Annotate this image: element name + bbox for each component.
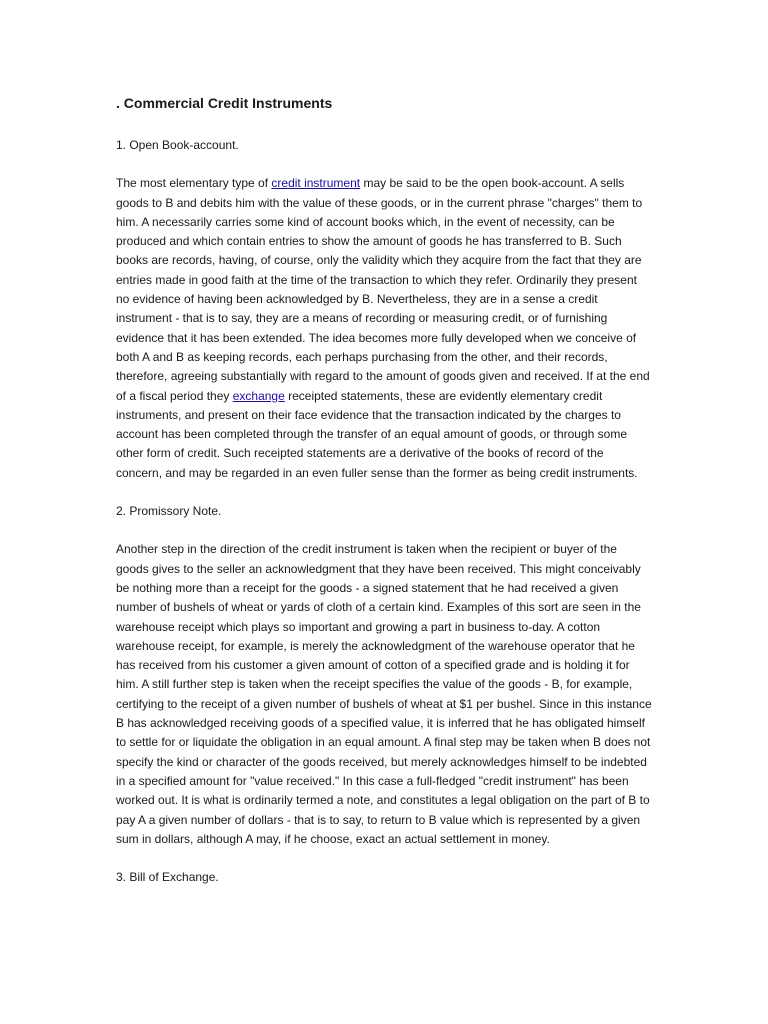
body-text: receipted statements, these are evidently elementary credit instruments, and present on their face evidence that the transaction indicated by the charges to account has been completed through the transfer of an equal amount of goods, or through some other form of credit. Such receipted statements are a derivative of the books of record of the concern, and may be regarded in an even fuller sense than the former as being credit instruments.	[116, 388, 638, 480]
body-text: The most elementary type of	[116, 176, 272, 191]
section-heading-bill-of-exchange: 3. Bill of Exchange.	[116, 870, 219, 885]
credit-instrument-link[interactable]: credit instrument	[271, 176, 361, 191]
body-text: may be said to be the open book-account. A sells goods to B and debits him with the value of these goods, or in the current phrase "charges" them to him. A necessarily carries some kind of account books which, in the event of necessity, can be produced and which contain entries to show the amount of goods he has transferred to B. Such books are records, having, of course, only the validity which they acquire from the fact that they are entries made in good faith at the time of the transaction to which they refer. Ordinarily they present no evidence of having been acknowledged by B. Nevertheless, they are in a sense a credit instrument - that is to say, they are a means of recording or measuring credit, or of furnishing evidence that it has been extended. The idea becomes more fully developed when we conceive of both A and B as keeping records, each perhaps purchasing from the other, and their records, therefore, agreeing substantially with regard to the amount of goods given and received. If at the end of a fiscal period they	[116, 176, 650, 403]
section-body-promissory-note: Another step in the direction of the credit instrument is taken when the recipient or buyer of the goods gives to the seller an acknowledgment that they have been received. This might conceivably be nothing more than a receipt for the goods - a signed statement that he had received a given number of bushels of wheat or yards of cloth of a certain kind. Examples of this sort are seen in the warehouse receipt which plays so important and growing a part in business to-day. A cotton warehouse receipt, for example, is merely the acknowledgment of the warehouse operator that he has received from his customer a given amount of cotton of a specified grade and is holding it for him. A still further step is taken when the receipt specifies the value of the goods - B, for example, certifying to the receipt of a given number of bushels of wheat at $1 per bushel. Since in this instance B has acknowledged receiving goods of a specified value, it is inferred that he has obligated himself to settle for or liquidate the obligation in an equal amount. A final step may be taken when B does not specify the kind or character of the goods received, but merely acknowledges himself to be indebted in a specified amount for "value received." In this case a full-fledged "credit instrument" has been worked out. It is what is ordinarily termed a note, and constitutes a legal obligation on the part of B to pay A a given number of dollars - that is to say, to return to B value which is represented by a given sum in dollars, although A may, if he choose, exact an actual settlement in money.	[116, 542, 652, 846]
section-heading-promissory-note: 2. Promissory Note.	[116, 504, 222, 519]
section-body-open-book-account	[116, 174, 652, 483]
section-heading-open-book-account: 1. Open Book-account.	[116, 138, 239, 152]
exchange-link[interactable]: exchange	[232, 388, 285, 403]
document-page	[116, 94, 652, 906]
page-title: . Commercial Credit Instruments	[116, 95, 333, 111]
